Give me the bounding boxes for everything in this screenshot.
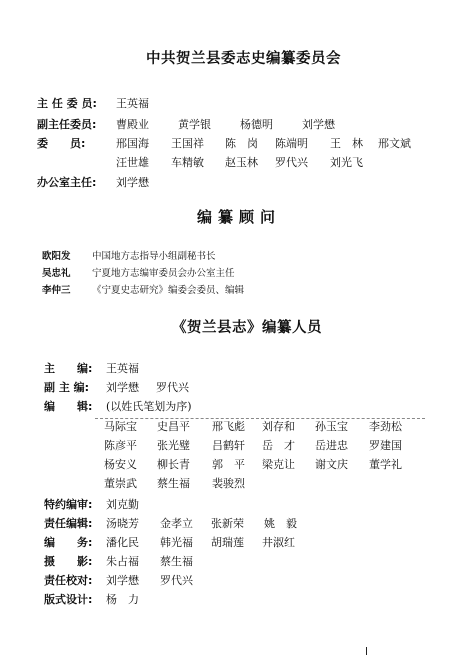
advisor-name: 李仲三 bbox=[42, 285, 71, 296]
advisor-name: 吴忠礼 bbox=[42, 268, 71, 279]
editor-name: 刘学懋 bbox=[106, 381, 139, 394]
committee-name: 陈 岗 bbox=[225, 137, 258, 150]
editor-name: 金孝立 bbox=[160, 517, 193, 530]
committee-name: 汪世雄 bbox=[116, 156, 149, 169]
committee-name: 王 林 bbox=[330, 137, 363, 150]
advisors-title: 编纂顾问 bbox=[197, 208, 282, 226]
editor-name: 马际宝 bbox=[104, 420, 137, 433]
editor-name: 刘学懋 bbox=[106, 574, 139, 587]
editor-name: 董学礼 bbox=[369, 458, 402, 471]
editors-label-chief-editor: 主 编: bbox=[44, 362, 93, 375]
committee-label-office-director: 办公室主任: bbox=[37, 176, 97, 189]
editor-name: 董崇武 bbox=[104, 477, 137, 490]
editor-name: 汤晓芳 bbox=[106, 517, 139, 530]
editors-label-deputy-chief: 副 主 编: bbox=[44, 381, 90, 394]
page-mark bbox=[366, 647, 367, 655]
committee-name: 王英福 bbox=[116, 97, 149, 110]
editor-name: 邢飞彪 bbox=[212, 420, 245, 433]
editor-name: 李劲松 bbox=[369, 420, 402, 433]
advisor-role: 《宁夏史志研究》编委会委员、编辑 bbox=[92, 285, 245, 296]
committee-name: 杨德明 bbox=[240, 118, 273, 131]
editor-name: 吕鹤轩 bbox=[212, 439, 245, 452]
editors-label-affairs: 编 务: bbox=[44, 536, 93, 549]
editor-name: 谢文庆 bbox=[315, 458, 348, 471]
advisor-name: 欧阳发 bbox=[42, 251, 71, 262]
editor-name: 孙玉宝 bbox=[315, 420, 348, 433]
committee-name: 王国祥 bbox=[171, 137, 204, 150]
editors-label-proofreading: 责任校对: bbox=[44, 574, 93, 587]
committee-name: 陈端明 bbox=[275, 137, 308, 150]
editor-name: 杨安义 bbox=[104, 458, 137, 471]
editor-name: 蔡生福 bbox=[157, 477, 190, 490]
editors-label-special-reviewer: 特约编审: bbox=[44, 498, 93, 511]
editor-note: (以姓氏笔划为序) bbox=[106, 400, 192, 413]
editor-name: 蔡生福 bbox=[160, 555, 193, 568]
editor-name: 井淑红 bbox=[262, 536, 295, 549]
editor-name: 罗建国 bbox=[369, 439, 402, 452]
advisor-role: 中国地方志指导小组副秘书长 bbox=[92, 251, 216, 262]
editor-name: 张光璧 bbox=[157, 439, 190, 452]
editor-name: 裴骏烈 bbox=[212, 477, 245, 490]
editor-name: 罗代兴 bbox=[156, 381, 189, 394]
editor-name: 潘化民 bbox=[106, 536, 139, 549]
advisor-role: 宁夏地方志编审委员会办公室主任 bbox=[92, 268, 235, 279]
editor-name: 岳进忠 bbox=[315, 439, 348, 452]
editor-name: 王英福 bbox=[106, 362, 139, 375]
editor-name: 朱占福 bbox=[106, 555, 139, 568]
editor-name: 梁克让 bbox=[262, 458, 295, 471]
editors-title: 《贺兰县志》编纂人员 bbox=[172, 319, 322, 336]
editor-name: 柳长青 bbox=[157, 458, 190, 471]
editor-name: 郭 平 bbox=[212, 458, 245, 471]
committee-name: 刘学懋 bbox=[302, 118, 335, 131]
committee-title: 中共贺兰县委志史编纂委员会 bbox=[146, 50, 341, 67]
committee-name: 车精敏 bbox=[171, 156, 204, 169]
editor-name: 张新荣 bbox=[211, 517, 244, 530]
committee-label-director: 主 任 委 员: bbox=[37, 97, 97, 110]
editor-name: 岳 才 bbox=[262, 439, 295, 452]
editor-name: 杨 力 bbox=[106, 593, 139, 606]
editor-name: 史昌平 bbox=[157, 420, 190, 433]
divider bbox=[95, 418, 425, 419]
editor-name: 姚 毅 bbox=[264, 517, 297, 530]
editors-label-editors: 编 辑: bbox=[44, 400, 93, 413]
committee-name: 罗代兴 bbox=[275, 156, 308, 169]
committee-name: 邢文斌 bbox=[378, 137, 411, 150]
editor-name: 胡瑞莲 bbox=[211, 536, 244, 549]
committee-name: 曹殿业 bbox=[116, 118, 149, 131]
editor-name: 刘克勤 bbox=[106, 498, 139, 511]
editors-label-responsible-editor: 责任编辑: bbox=[44, 517, 93, 530]
editor-name: 罗代兴 bbox=[160, 574, 193, 587]
committee-label-members: 委 员: bbox=[37, 137, 86, 150]
editor-name: 刘存和 bbox=[262, 420, 295, 433]
committee-name: 邢国海 bbox=[116, 137, 149, 150]
committee-name: 黄学银 bbox=[178, 118, 211, 131]
editors-label-layout-design: 版式设计: bbox=[44, 593, 93, 606]
committee-name: 刘学懋 bbox=[116, 176, 149, 189]
editor-name: 韩光福 bbox=[160, 536, 193, 549]
committee-label-deputy-director: 副主任委员: bbox=[37, 118, 97, 131]
committee-name: 赵玉林 bbox=[225, 156, 258, 169]
editor-name: 陈彦平 bbox=[104, 439, 137, 452]
committee-name: 刘光飞 bbox=[330, 156, 363, 169]
editors-label-photography: 摄 影: bbox=[44, 555, 93, 568]
